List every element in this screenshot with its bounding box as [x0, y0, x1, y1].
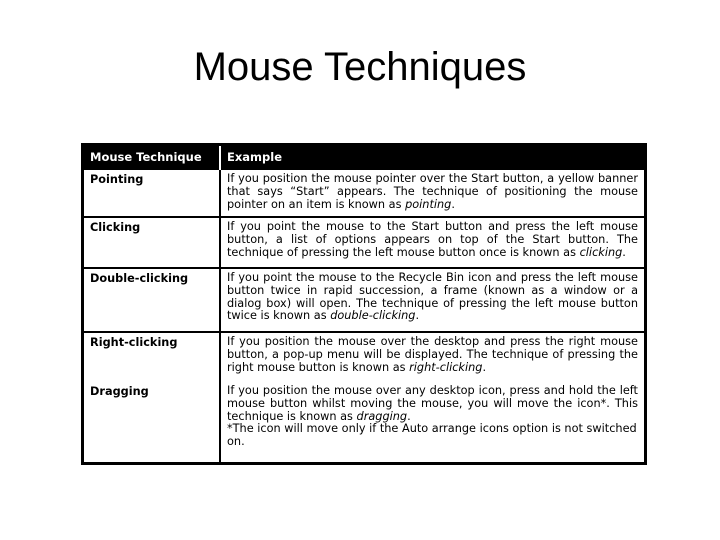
example-text: If you position the mouse over the desktop and press the right mouse button, a pop-up menu will be displayed. The technique of pressing the right mouse button is known as	[227, 335, 638, 374]
example-cell	[220, 217, 644, 268]
example-text: If you position the mouse over any desktop icon, press and hold the left mouse button whilst moving the mouse, you will move the icon*. This technique is known as	[227, 384, 638, 423]
example-term: double-clicking	[330, 309, 416, 323]
slide-title: Mouse Techniques	[193, 45, 527, 89]
table-header-row	[84, 146, 644, 169]
example-cell	[220, 332, 644, 382]
technique-cell: Clicking	[84, 217, 220, 268]
example-cell	[220, 169, 644, 217]
example-term: clicking	[579, 245, 623, 259]
technique-cell: Double-clicking	[84, 268, 220, 332]
example-end: .	[482, 360, 487, 374]
example-end: .	[415, 309, 420, 323]
header-example: Example	[220, 146, 644, 169]
example-end: .	[451, 197, 455, 211]
table-row	[84, 332, 644, 382]
technique-cell: Pointing	[84, 169, 220, 217]
mouse-techniques-table-frame	[81, 143, 647, 465]
table-row	[84, 169, 644, 217]
example-cell	[220, 268, 644, 332]
example-end: .	[407, 409, 411, 423]
example-term: right-clicking	[409, 360, 483, 374]
mouse-techniques-table	[84, 146, 644, 462]
example-text: If you point the mouse to the Start button and press the left mouse button, a list of options appears on top of the Start button. The technique of pressing the left mouse button once is known as	[227, 220, 638, 259]
technique-cell: Right-clicking	[84, 332, 220, 382]
example-term: pointing	[405, 197, 452, 211]
table-row	[84, 382, 644, 462]
table-row	[84, 268, 644, 332]
header-mouse-technique: Mouse Technique	[84, 146, 220, 169]
table-row	[84, 217, 644, 268]
example-text: If you position the mouse pointer over the Start button, a yellow banner that says “Start” appears. The technique of positioning the mouse pointer on an item is known as	[227, 172, 638, 211]
example-term: dragging	[356, 409, 408, 423]
example-text: If you point the mouse to the Recycle Bin icon and press the left mouse button twice in rapid succession, a frame (known as a window or a dialog box) will open. The technique of pressing the left mouse button twice is known as	[227, 271, 638, 323]
example-cell	[220, 382, 644, 462]
example-end: .	[622, 245, 626, 259]
technique-cell: Dragging	[84, 382, 220, 462]
example-note: *The icon will move only if the Auto arrange icons option is not switched on.	[227, 422, 637, 449]
